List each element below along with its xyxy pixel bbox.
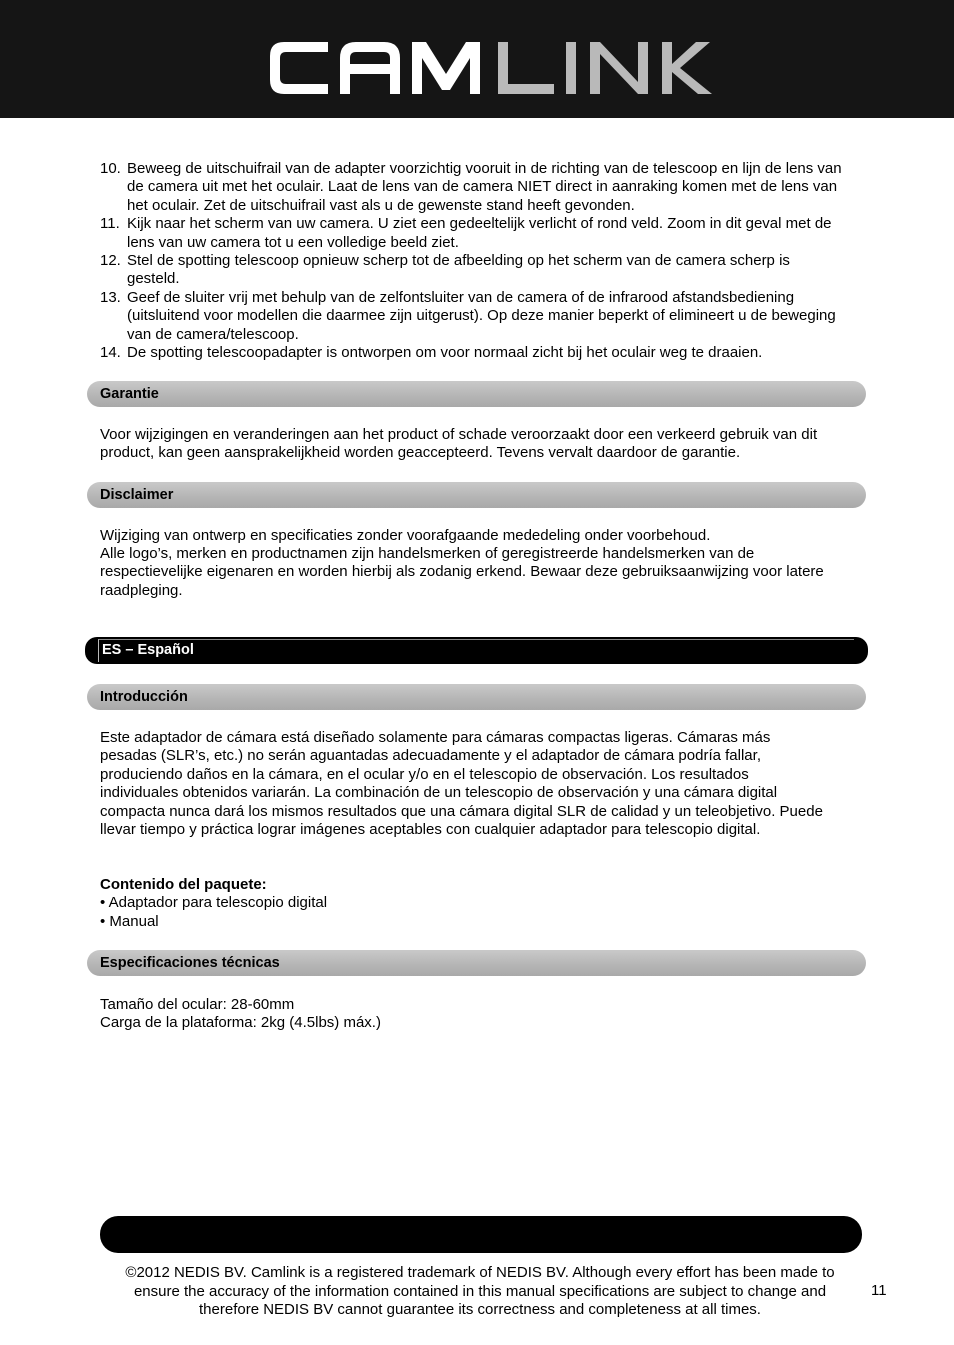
package-item: • Adaptador para telescopio digital [100,894,328,911]
introduccion-text: Este adaptador de cámara está diseñado solamente para cámaras compactas ligeras. Cámaras más pesadas (SLR’s, etc.) no serán aguantadas adecuadamente y el adaptador de cámara podría fallar, produciendo daños en la cámara, en el ocular y/o en el telescopio de observación. Los resultados individuales obtenidos variarán. La combinación de un telescopio de observación y una cámara digital compacta nunca dará los mismos resultados que una cámara digital SLR de calidad y un teleobjetivo. Puede llevar tiempo y práctica lograr imágenes aceptables con cualquier adaptador para telescopio digital. [100,729,823,839]
spec-line: Tamaño del ocular: 28-60mm [100,996,295,1013]
package-item: • Manual [100,913,159,930]
page-header [0,0,954,118]
disclaimer-line: Wijziging van ontwerp en specificaties zonder voorafgaande mededeling onder voorbehoud. [100,527,711,544]
list-item: 12. Stel de spotting telescoop opnieuw scherp tot de afbeelding op het scherm van de camera scherp is gesteld. [100,252,790,288]
footer-bar [100,1216,862,1253]
section-heading: Especificaciones técnicas [100,955,280,971]
page-number: 11 [871,1282,887,1299]
footer-copyright: ©2012 NEDIS BV. Camlink is a registered trademark of NEDIS BV. Although every effort has been made to ensure the accuracy of the information contained in this manual specifications are subject to change and therefore NEDIS BV cannot guarantee its correctness and completeness at all times. [125,1264,835,1318]
section-heading: Disclaimer [100,487,174,503]
section-heading: Garantie [100,386,159,402]
list-item: 11. Kijk naar het scherm van uw camera. U ziet een gedeeltelijk verlicht of rond veld. Zoom in dit geval met de lens van uw camera tot u een volledige beeld ziet. [100,215,832,251]
list-item: 10. Beweeg de uitschuifrail van de adapter voorzichtig vooruit in de richting van de telescoop en lijn de lens van de camera uit met het oculair. Laat de lens van de camera NIET direct in aanraking komen met de lens van het oculair. Zet de uitschuifrail vast als u de gewenste stand heeft gevonden. [100,160,842,214]
section-heading: Introducción [100,689,188,705]
disclaimer-text: Alle logo’s, merken en productnamen zijn handelsmerken of geregistreerde handelsmerken van de respectievelijke eigenaren en worden hierbij als zodanig erkend. Bewaar deze gebruiksaanwijzing voor latere raadpleging. [100,545,824,599]
numbered-steps-list [100,160,845,362]
introduccion-section-bar [87,684,866,710]
package-heading: Contenido del paquete: [100,876,267,893]
language-section-bar [85,637,868,664]
spec-line: Carga de la plataforma: 2kg (4.5lbs) máx.) [100,1014,381,1031]
list-item: 14. De spotting telescoopadapter is ontworpen om voor normaal zicht bij het oculair weg te draaien. [100,344,763,362]
list-item: 13. Geef de sluiter vrij met behulp van de zelfontsluiter van de camera of de infrarood afstandsbediening (uitsluitend voor modellen die daarmee zijn uitgerust). Op deze manier beperkt of elimineert u de beweging van de camera/telescoop. [100,288,836,343]
language-heading: ES – Español [102,642,194,658]
garantie-text: Voor wijzigingen en veranderingen aan het product of schade veroorzaakt door een verkeerd gebruik van dit product, kan geen aansprakelijkheid worden geaccepteerd. Tevens vervalt daardoor de garantie. [100,426,818,462]
garantie-section-bar [87,381,866,407]
especificaciones-section-bar [87,950,866,976]
disclaimer-section-bar [87,482,866,508]
camlink-logo [266,38,726,98]
